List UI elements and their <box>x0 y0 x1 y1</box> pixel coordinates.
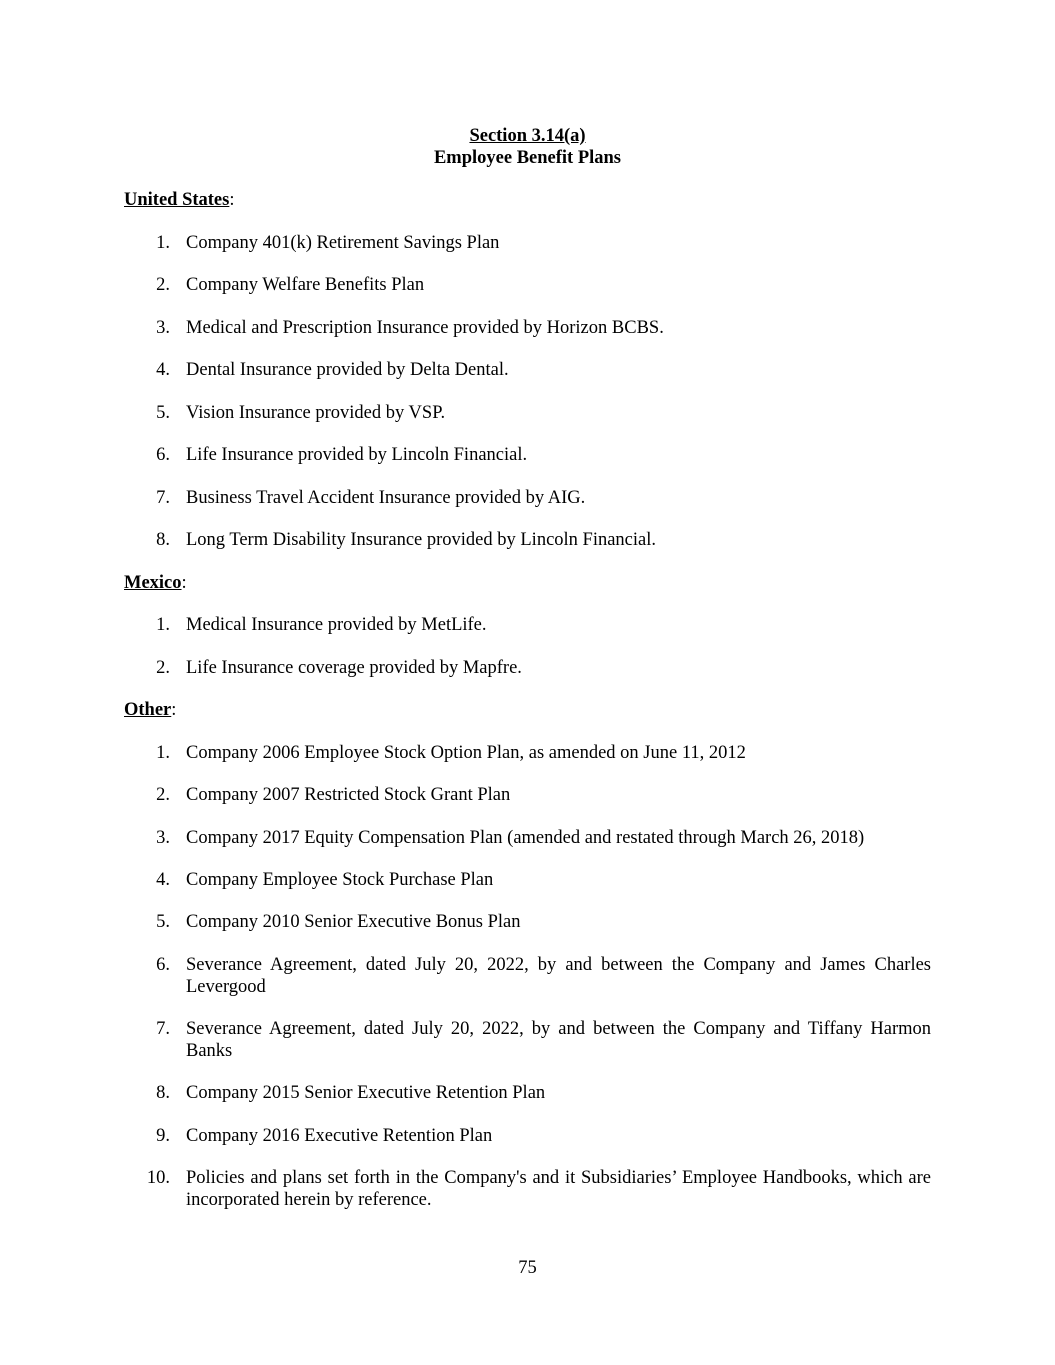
list-item-number: 7. <box>156 488 170 508</box>
list-item-text: Medical and Prescription Insurance provided by Horizon BCBS. <box>186 318 664 338</box>
group-heading-mexico <box>124 572 187 594</box>
list-item-text: Medical Insurance provided by MetLife. <box>186 615 487 635</box>
section-title: Employee Benefit Plans <box>433 148 622 168</box>
list-item-text: Company 401(k) Retirement Savings Plan <box>186 233 500 253</box>
list-item-number: 5. <box>156 912 170 932</box>
list-item-number: 10. <box>146 1168 170 1188</box>
list-item-text: Policies and plans set forth in the Company's and it Subsidiaries’ Employee Handbooks, which are incorporated herein by reference. <box>186 1168 931 1210</box>
list-item-number: 1. <box>156 233 170 253</box>
list-item-text: Company 2006 Employee Stock Option Plan, as amended on June 11, 2012 <box>186 743 746 763</box>
group-label: Mexico <box>124 573 182 593</box>
list-item-text: Company 2015 Senior Executive Retention Plan <box>186 1083 546 1103</box>
list-item-text: Dental Insurance provided by Delta Dental. <box>186 360 509 380</box>
list-item-text: Life Insurance coverage provided by Mapfre. <box>186 658 522 678</box>
list-item-number: 9. <box>156 1126 170 1146</box>
list-item-text: Severance Agreement, dated July 20, 2022, by and between the Company and Tiffany Harmon Banks <box>186 1019 931 1061</box>
group-label: United States <box>124 190 230 210</box>
list-item-text: Severance Agreement, dated July 20, 2022, by and between the Company and James Charles Levergood <box>186 955 931 997</box>
group-colon: : <box>181 573 187 593</box>
list-item-text: Company 2017 Equity Compensation Plan (amended and restated through March 26, 2018) <box>186 828 865 848</box>
list-item-text: Company 2010 Senior Executive Bonus Plan <box>186 912 521 932</box>
list-item-text: Long Term Disability Insurance provided by Lincoln Financial. <box>186 530 657 550</box>
list-item-text: Business Travel Accident Insurance provided by AIG. <box>186 488 586 508</box>
list-item-number: 2. <box>156 658 170 678</box>
list-item-number: 3. <box>156 318 170 338</box>
list-item-number: 1. <box>156 743 170 763</box>
list-item-number: 8. <box>156 1083 170 1103</box>
section-number: Section 3.14(a) <box>469 126 586 146</box>
page-number: 75 <box>518 1258 537 1278</box>
list-item-number: 4. <box>156 360 170 380</box>
list-item-text: Company Employee Stock Purchase Plan <box>186 870 494 890</box>
group-label: Other <box>124 700 172 720</box>
list-item-number: 6. <box>156 445 170 465</box>
list-item-text: Company 2007 Restricted Stock Grant Plan <box>186 785 511 805</box>
list-item-number: 1. <box>156 615 170 635</box>
list-item-number: 2. <box>156 785 170 805</box>
list-item-text: Company 2016 Executive Retention Plan <box>186 1126 493 1146</box>
list-item-number: 6. <box>156 955 170 975</box>
group-heading-united-states <box>124 189 235 211</box>
list-item-number: 2. <box>156 275 170 295</box>
list-item-number: 3. <box>156 828 170 848</box>
group-heading-other <box>124 699 176 721</box>
group-colon: : <box>229 190 235 210</box>
list-item-number: 7. <box>156 1019 170 1039</box>
list-item-text: Company Welfare Benefits Plan <box>186 275 425 295</box>
list-item-text: Vision Insurance provided by VSP. <box>186 403 446 423</box>
group-colon: : <box>171 700 177 720</box>
list-item-number: 8. <box>156 530 170 550</box>
list-item-number: 5. <box>156 403 170 423</box>
list-item-number: 4. <box>156 870 170 890</box>
list-item-text: Life Insurance provided by Lincoln Financial. <box>186 445 528 465</box>
